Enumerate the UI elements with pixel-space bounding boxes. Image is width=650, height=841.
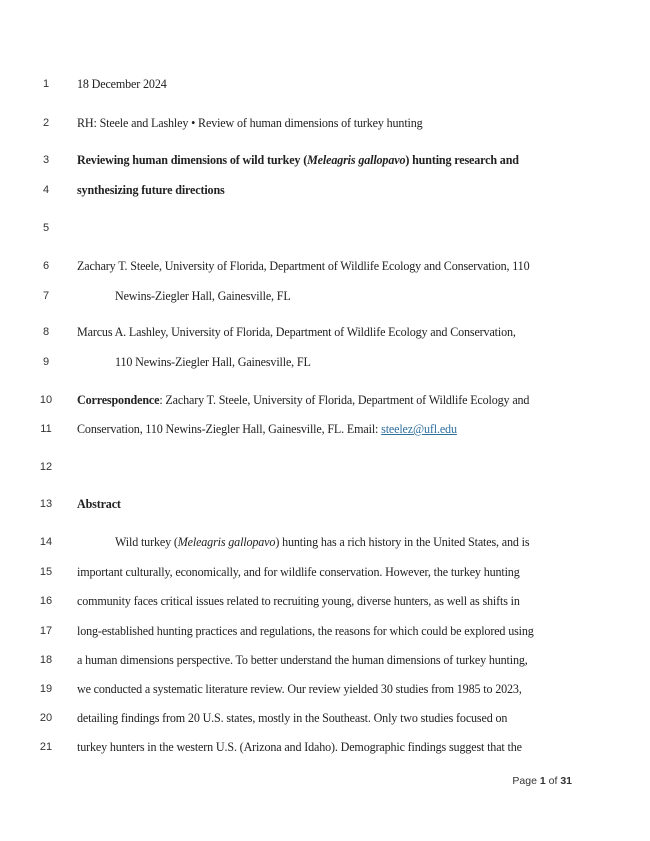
manuscript-line <box>0 621 650 641</box>
manuscript-line <box>0 562 650 582</box>
line-number: 18 <box>39 654 53 666</box>
author-affiliation: Marcus A. Lashley, University of Florida, Department of Wildlife Ecology and Conservation, <box>77 325 516 339</box>
line-number: 5 <box>42 222 50 234</box>
line-number: 14 <box>39 536 53 548</box>
manuscript-line <box>0 113 650 133</box>
manuscript-line <box>0 737 650 757</box>
correspondence-continued: Conservation, 110 Newins-Ziegler Hall, Gainesville, FL. Email: steelez@ufl.edu <box>77 422 457 436</box>
manuscript-line <box>0 150 650 170</box>
manuscript-line <box>0 286 650 306</box>
manuscript-line <box>0 494 650 514</box>
abstract-text: Wild turkey (Meleagris gallopavo) hunting has a rich history in the United States, and is <box>115 535 530 549</box>
manuscript-line <box>0 322 650 342</box>
manuscript-line <box>0 457 650 477</box>
abstract-text: a human dimensions perspective. To better understand the human dimensions of turkey hunting, <box>77 653 528 667</box>
page-current: 1 <box>539 775 546 787</box>
author-affiliation-continued: Newins-Ziegler Hall, Gainesville, FL <box>115 289 291 303</box>
page-total: 31 <box>560 775 572 787</box>
line-number: 3 <box>42 154 50 166</box>
abstract-text: long-established hunting practices and regulations, the reasons for which could be explored using <box>77 624 534 638</box>
manuscript-line <box>0 352 650 372</box>
line-number: 9 <box>42 356 50 368</box>
manuscript-line <box>0 390 650 410</box>
manuscript-line <box>0 218 650 238</box>
abstract-text: detailing findings from 20 U.S. states, mostly in the Southeast. Only two studies focused on <box>77 711 508 725</box>
manuscript-line <box>0 679 650 699</box>
line-number: 21 <box>39 741 53 753</box>
line-number: 7 <box>42 290 50 302</box>
line-number: 10 <box>39 394 53 406</box>
abstract-text: turkey hunters in the western U.S. (Arizona and Idaho). Demographic findings suggest that the <box>77 740 522 754</box>
abstract-text: important culturally, economically, and for wildlife conservation. However, the turkey hunting <box>77 565 520 579</box>
page-number: Page 1 of 31 <box>512 775 572 787</box>
correspondence: Correspondence: Zachary T. Steele, University of Florida, Department of Wildlife Ecology and <box>77 393 530 407</box>
species-name: Meleagris gallopavo <box>307 153 406 167</box>
line-number: 4 <box>42 184 50 196</box>
abstract-heading: Abstract <box>77 497 121 511</box>
author-affiliation: Zachary T. Steele, University of Florida, Department of Wildlife Ecology and Conservation, 110 <box>77 259 530 273</box>
line-number: 17 <box>39 625 53 637</box>
manuscript-line <box>0 74 650 94</box>
line-number: 8 <box>42 326 50 338</box>
line-number: 2 <box>42 117 50 129</box>
manuscript-line <box>0 256 650 276</box>
date: 18 December 2024 <box>77 77 167 91</box>
manuscript-line <box>0 708 650 728</box>
abstract-text: we conducted a systematic literature review. Our review yielded 30 studies from 1985 to 2023, <box>77 682 522 696</box>
paper-title: Reviewing human dimensions of wild turkey (Meleagris gallopavo) hunting research and <box>77 153 519 167</box>
line-number: 13 <box>39 498 53 510</box>
email-link[interactable]: steelez@ufl.edu <box>381 422 457 436</box>
line-number: 20 <box>39 712 53 724</box>
manuscript-line <box>0 532 650 552</box>
manuscript-line <box>0 419 650 439</box>
line-number: 19 <box>39 683 53 695</box>
manuscript-line <box>0 180 650 200</box>
line-number: 12 <box>39 461 53 473</box>
species-name: Meleagris gallopavo <box>177 535 276 549</box>
running-head: RH: Steele and Lashley • Review of human dimensions of turkey hunting <box>77 116 423 130</box>
author-affiliation-continued: 110 Newins-Ziegler Hall, Gainesville, FL <box>115 355 311 369</box>
line-number: 6 <box>42 260 50 272</box>
line-number: 15 <box>39 566 53 578</box>
correspondence-label: Correspondence <box>77 393 160 407</box>
line-number: 16 <box>39 595 53 607</box>
manuscript-line <box>0 591 650 611</box>
line-number: 1 <box>42 78 50 90</box>
abstract-text: community faces critical issues related to recruiting young, diverse hunters, as well as shifts in <box>77 594 520 608</box>
line-number: 11 <box>40 423 52 435</box>
paper-title-continued: synthesizing future directions <box>77 183 225 197</box>
manuscript-line <box>0 650 650 670</box>
